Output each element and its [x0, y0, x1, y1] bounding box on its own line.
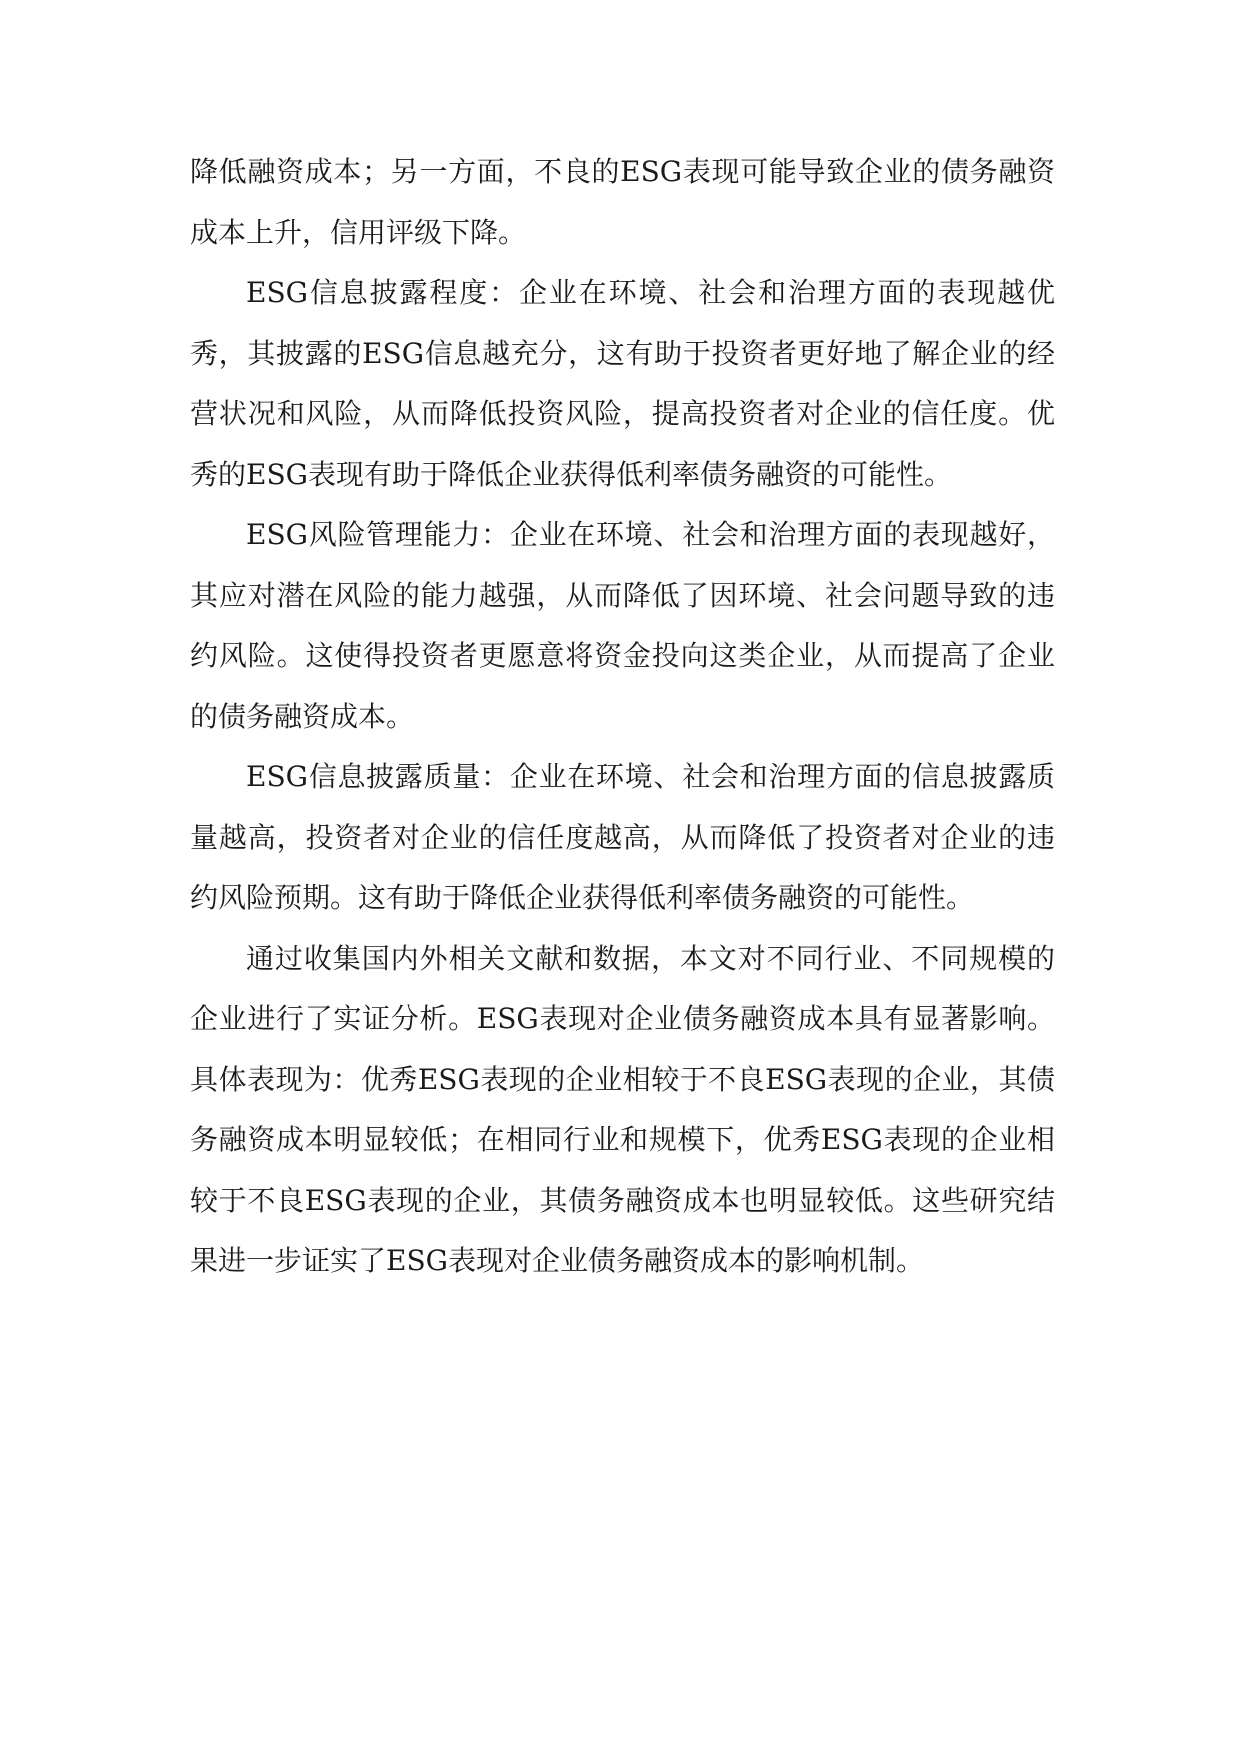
document-body — [190, 142, 1055, 1292]
paragraph-empirical-analysis: 通过收集国内外相关文献和数据，本文对不同行业、不同规模的企业进行了实证分析。ESG表现对企业债务融资成本具有显著影响。具体表现为：优秀ESG表现的企业相较于不良ESG表现的企业，其债务融资成本明显较低；在相同行业和规模下，优秀ESG表现的企业相较于不良ESG表现的企业，其债务融资成本也明显较低。这些研究结果进一步证实了ESG表现对企业债务融资成本的影响机制。 — [190, 941, 1055, 1277]
paragraph-esg-disclosure-degree: ESG信息披露程度：企业在环境、社会和治理方面的表现越优秀，其披露的ESG信息越充分，这有助于投资者更好地了解企业的经营状况和风险，从而降低投资风险，提高投资者对企业的信任度。优秀的ESG表现有助于降低企业获得低利率债务融资的可能性。 — [190, 276, 1055, 491]
paragraph-financing-cost-continuation: 降低融资成本；另一方面，不良的ESG表现可能导致企业的债务融资成本上升，信用评级下降。 — [190, 155, 1055, 249]
paragraph-esg-risk-management: ESG风险管理能力：企业在环境、社会和治理方面的表现越好，其应对潜在风险的能力越强，从而降低了因环境、社会问题导致的违约风险。这使得投资者更愿意将资金投向这类企业，从而提高了企业的债务融资成本。 — [190, 518, 1055, 733]
paragraph-esg-disclosure-quality: ESG信息披露质量：企业在环境、社会和治理方面的信息披露质量越高，投资者对企业的信任度越高，从而降低了投资者对企业的违约风险预期。这有助于降低企业获得低利率债务融资的可能性。 — [190, 760, 1055, 914]
